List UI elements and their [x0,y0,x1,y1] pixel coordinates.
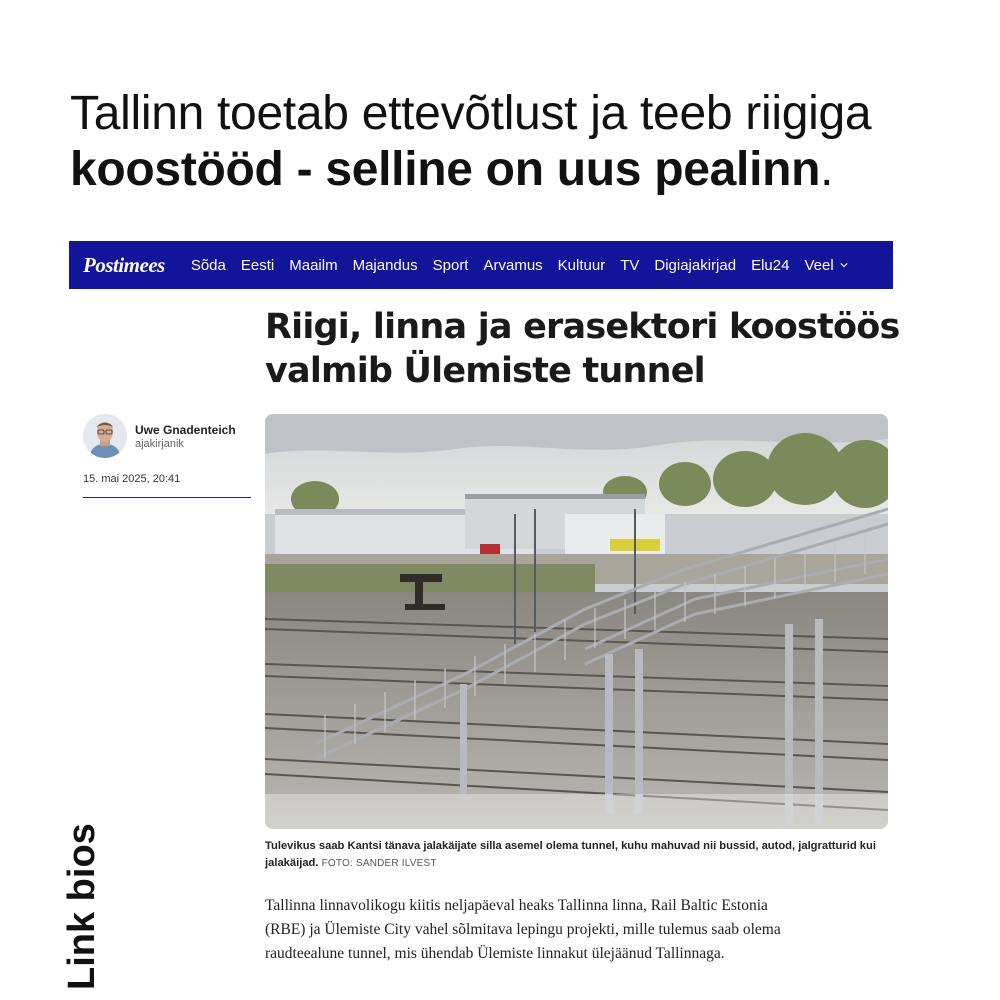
nav-item-eesti[interactable]: Eesti [240,256,275,274]
headline-regular: Tallinn toetab ettevõtlust ja teeb riigiga [70,87,872,140]
publish-date: 15. mai 2025, 20:41 [83,473,181,485]
author-avatar[interactable] [83,414,127,458]
nav-item-arvamus[interactable]: Arvamus [483,256,543,274]
photo-caption [265,838,895,872]
nav-item-kultuur[interactable]: Kultuur [557,256,606,274]
author-role: ajakirjanik [135,438,184,450]
nav-item-tv[interactable]: TV [620,256,640,274]
article-photo [265,414,888,829]
author-name[interactable]: Uwe Gnadenteich [135,423,236,437]
caption-text: Tulevikus saab Kantsi tänava jalakäijate silla asemel olema tunnel, kuhu mahuvad nii bussid, autod, jalgratturid kui jalakäijad. [265,840,876,869]
nav-item-soda[interactable]: Sõda [190,256,226,274]
nav-menu [191,257,848,274]
post-headline [70,86,950,198]
rail-footbridge-photo [265,414,888,829]
headline-period: . [820,143,834,196]
headline-bold: koostööd - selline on uus pealinn [70,143,821,196]
link-in-bio-label: Link bios [61,823,103,990]
site-logo[interactable]: Postimees [83,252,165,277]
nav-item-digiajakirjad[interactable]: Digiajakirjad [654,256,737,274]
photo-credit: FOTO: SANDER ILVEST [321,858,437,869]
article-title: Riigi, linna ja erasektori koostöös valmib Ülemiste tunnel [265,307,900,391]
chevron-down-icon [840,261,848,269]
author-photo [83,414,127,458]
site-navbar [69,241,893,289]
nav-more-menu[interactable] [804,257,847,274]
nav-item-sport[interactable]: Sport [432,256,469,274]
nav-item-maailm[interactable]: Maailm [289,256,338,274]
article-lead: Tallinna linnavolikogu kiitis neljapäeval heaks Tallinna linna, Rail Baltic Estonia (RBE) ja Ülemiste City vahel sõlmitava lepingu projekti, mille tulemus saab olema raudteealune tunnel, mis ühendab Ülemiste linnakut ülejäänud Tallinnaga. [265,897,781,962]
nav-item-majandus[interactable]: Majandus [352,256,418,274]
author-divider [83,497,251,498]
nav-item-elu24[interactable]: Elu24 [751,256,790,274]
nav-more-label: Veel [804,256,834,274]
